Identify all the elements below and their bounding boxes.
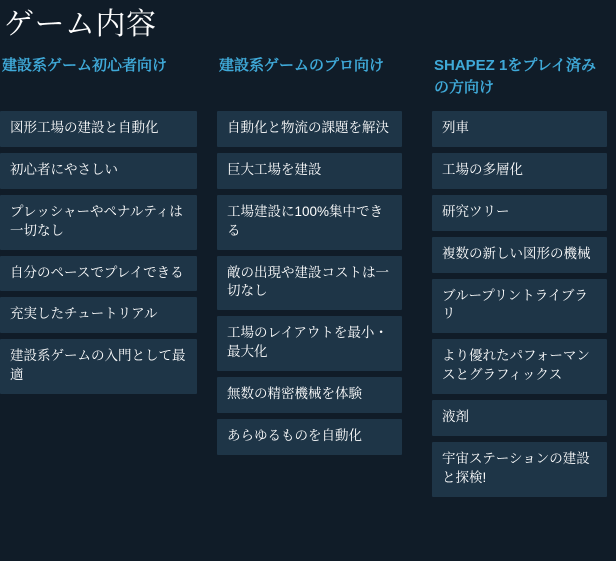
page-title: ゲーム内容 xyxy=(4,8,157,41)
column-heading-shapez1-players: SHAPEZ 1をプレイ済みの方向け xyxy=(434,57,597,96)
feature-list-pros xyxy=(217,111,402,455)
list-item: より優れたパフォーマンスとグラフィックス xyxy=(432,339,607,394)
feature-column-beginners xyxy=(0,55,205,394)
feature-list-beginners xyxy=(0,111,197,394)
list-item: 複数の新しい図形の機械 xyxy=(432,237,607,273)
list-item: 宇宙ステーションの建設と探検! xyxy=(432,442,607,497)
list-item: 敵の出現や建設コストは一切なし xyxy=(217,256,402,311)
feature-column-pros xyxy=(205,55,410,455)
list-item: 無数の精密機械を体験 xyxy=(217,377,402,413)
list-item: 図形工場の建設と自動化 xyxy=(0,111,197,147)
column-heading-beginners: 建設系ゲーム初心者向け xyxy=(2,57,168,74)
list-item: 巨大工場を建設 xyxy=(217,153,402,189)
list-item: 工場のレイアウトを最小・最大化 xyxy=(217,316,402,371)
list-item: ブループリントライブラリ xyxy=(432,279,607,334)
list-item: 研究ツリー xyxy=(432,195,607,231)
list-item: プレッシャーやペナルティは一切なし xyxy=(0,195,197,250)
feature-column-shapez1-players xyxy=(410,55,615,497)
list-item: 建設系ゲームの入門として最適 xyxy=(0,339,197,394)
column-heading-pros: 建設系ゲームのプロ向け xyxy=(219,57,385,74)
list-item: 自分のペースでプレイできる xyxy=(0,256,197,292)
list-item: 液剤 xyxy=(432,400,607,436)
list-item: 列車 xyxy=(432,111,607,147)
list-item: 充実したチュートリアル xyxy=(0,297,197,333)
list-item: 初心者にやさしい xyxy=(0,153,197,189)
list-item: 自動化と物流の課題を解決 xyxy=(217,111,402,147)
list-item: 工場の多層化 xyxy=(432,153,607,189)
list-item: あらゆるものを自動化 xyxy=(217,419,402,455)
feature-list-shapez1-players xyxy=(432,111,607,497)
feature-columns xyxy=(0,55,616,497)
list-item: 工場建設に100%集中できる xyxy=(217,195,402,250)
